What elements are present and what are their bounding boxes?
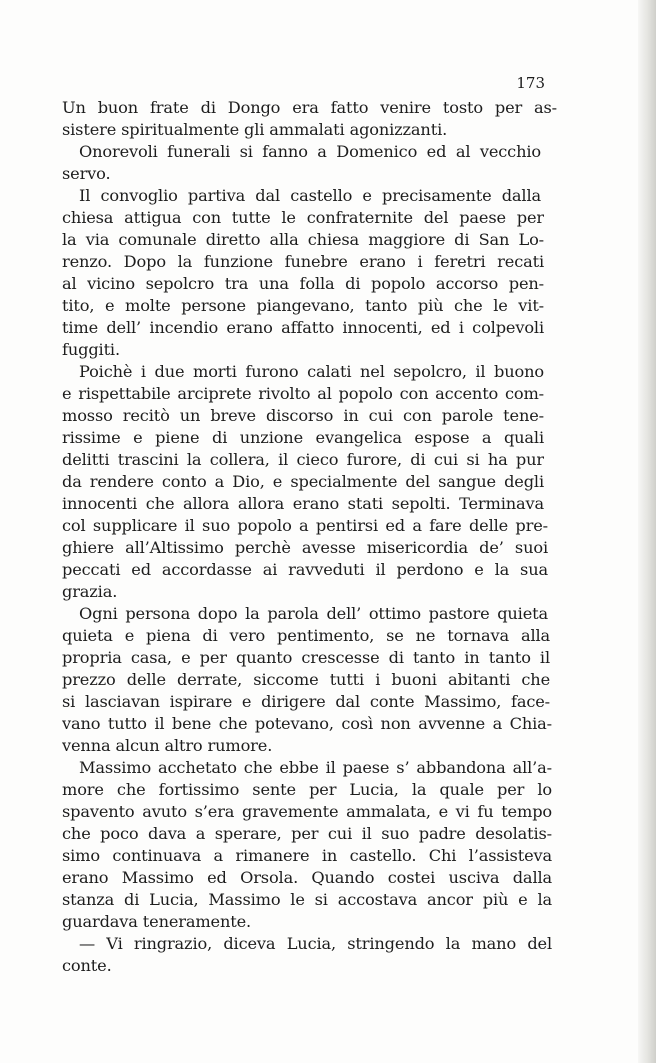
text-line: Massimo acchetato che ebbe il paese s’ abbandona all’a- (79, 758, 552, 777)
text-line: col supplicare il suo popolo a pentirsi ed a fare delle pre- (62, 516, 548, 535)
text-line: innocenti che allora allora erano stati sepolti. Terminava (62, 494, 544, 513)
text-line: Un buon frate di Dongo era fatto venire tosto per as- (62, 98, 557, 117)
text-line: time dell’ incendio erano affatto innocenti, ed i colpevoli (62, 318, 544, 337)
text-line: fuggiti. (62, 340, 120, 359)
text-line: tito, e molte persone piangevano, tanto più che le vit- (62, 296, 544, 315)
text-line: propria casa, e per quanto crescesse di tanto in tanto il (62, 648, 550, 667)
text-line: vano tutto il bene che potevano, così non avvenne a Chia- (62, 714, 552, 733)
page-number: 173 (516, 74, 545, 92)
text-line: quieta e piena di vero pentimento, se ne tornava alla (62, 626, 550, 645)
text-line: peccati ed accordasse ai ravveduti il perdono e la sua (62, 560, 548, 579)
text-line: — Vi ringrazio, diceva Lucia, stringendo la mano del (79, 934, 552, 953)
text-line: sistere spiritualmente gli ammalati agonizzanti. (62, 120, 448, 139)
text-line: simo continuava a rimanere in castello. Chi l’assisteva (62, 846, 552, 865)
text-line: spavento avuto s’era gravemente ammalata, e vi fu tempo (62, 802, 552, 821)
text-line: more che fortissimo sente per Lucia, la quale per lo (62, 780, 552, 799)
text-line: Onorevoli funerali si fanno a Domenico ed al vecchio (79, 142, 541, 161)
text-line: si lasciavan ispirare e dirigere dal conte Massimo, face- (62, 692, 550, 711)
text-line: renzo. Dopo la funzione funebre erano i feretri recati (62, 252, 544, 271)
text-line: delitti trascini la collera, il cieco furore, di cui si ha pur (62, 450, 544, 469)
text-line: servo. (62, 164, 111, 183)
text-line: Poichè i due morti furono calati nel sepolcro, il buono (79, 362, 544, 381)
text-line: la via comunale diretto alla chiesa maggiore di San Lo- (62, 230, 544, 249)
text-line: stanza di Lucia, Massimo le si accostava ancor più e la (62, 890, 552, 909)
text-line: prezzo delle derrate, siccome tutti i buoni abitanti che (62, 670, 550, 689)
text-line: e rispettabile arciprete rivolto al popolo con accento com- (62, 384, 544, 403)
text-line: grazia. (62, 582, 118, 601)
text-line: guardava teneramente. (62, 912, 252, 931)
text-line: venna alcun altro rumore. (62, 736, 273, 755)
text-line: Il convoglio partiva dal castello e precisamente dalla (79, 186, 541, 205)
text-line: rissime e piene di unzione evangelica espose a quali (62, 428, 544, 447)
text-line: ghiere all’Altissimo perchè avesse misericordia de’ suoi (62, 538, 548, 557)
text-line: erano Massimo ed Orsola. Quando costei usciva dalla (62, 868, 552, 887)
text-line: da rendere conto a Dio, e specialmente del sangue degli (62, 472, 544, 491)
text-line: Ogni persona dopo la parola dell’ ottimo pastore quieta (79, 604, 548, 623)
text-line: al vicino sepolcro tra una folla di popolo accorso pen- (62, 274, 544, 293)
text-line: conte. (62, 956, 112, 975)
text-line: che poco dava a sperare, per cui il suo padre desolatis- (62, 824, 552, 843)
text-line: mosso recitò un breve discorso in cui con parole tene- (62, 406, 544, 425)
text-line: chiesa attigua con tutte le confraternite del paese per (62, 208, 544, 227)
